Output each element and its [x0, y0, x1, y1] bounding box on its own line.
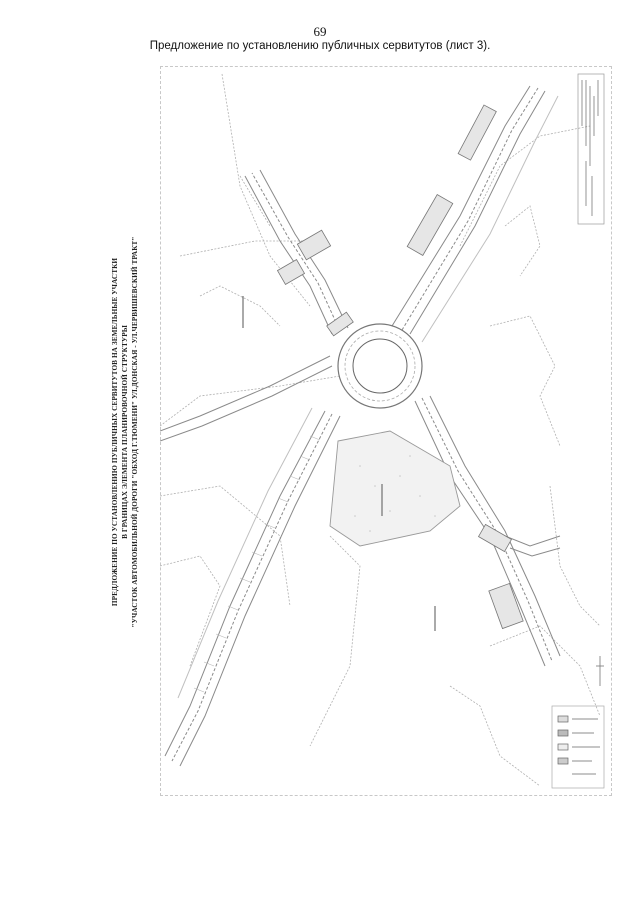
- building-block: [277, 260, 304, 285]
- parcel-outline: [200, 286, 280, 326]
- map-title: [110, 222, 150, 642]
- building-block: [407, 195, 453, 256]
- road-west-connector: [160, 366, 332, 441]
- road-west-connector: [160, 356, 330, 431]
- map-title-line-1: ПРЕДЛОЖЕНИЕ ПО УСТАНОВЛЕНИЮ ПУБЛИЧНЫХ СЕРВИТУТОВ НА ЗЕМЕЛЬНЫЕ УЧАСТКИ: [111, 257, 119, 607]
- legend-bottom: [552, 706, 604, 788]
- parcel-outline: [240, 176, 270, 226]
- parcel-outline: [490, 626, 600, 716]
- parcel-outline: [160, 556, 220, 666]
- parcel-outline: [180, 241, 310, 256]
- road-nw-edge: [252, 173, 340, 331]
- road-sw-edge: [172, 414, 332, 761]
- parcel-outline: [450, 686, 540, 786]
- roundabout-outer: [338, 324, 422, 408]
- parcel-outline: [160, 486, 290, 606]
- page-caption: Предложение по установлению публичных сервитутов (лист 3).: [149, 40, 491, 52]
- road-se-edge: [430, 396, 560, 656]
- roundabout-lane: [345, 331, 415, 401]
- building-block: [489, 583, 523, 628]
- parcel-outline: [550, 486, 600, 626]
- road-east-spur: [505, 536, 560, 546]
- road-sw-edge: [165, 411, 325, 756]
- parcel-outline: [505, 206, 540, 276]
- building-block: [458, 105, 496, 160]
- map-title-line-3: "УЧАСТОК АВТОМОБИЛЬНОЙ ДОРОГИ "ОБХОД Г.ТЮМЕНИ" УЛ.ДОНСКАЯ - УЛ.ЧЕРВИШЕВСКИЙ ТРАКТ": [131, 236, 139, 628]
- title-stamp-top: [578, 74, 604, 224]
- road-sw-edge: [180, 416, 340, 766]
- side-scale: [596, 656, 604, 686]
- traffic-island: [330, 431, 460, 546]
- building-block: [297, 230, 330, 260]
- page-number: 69: [313, 24, 327, 39]
- map-title-line-2: В ГРАНИЦАХ ЭЛЕМЕНТА ПЛАНИРОВОЧНОЙ СТРУКТУРЫ: [121, 325, 129, 539]
- servitude-plan-map: [160, 66, 610, 794]
- road-sw-edge: [178, 408, 312, 698]
- road-ne-edge: [402, 88, 538, 330]
- road-ne-edge: [392, 86, 530, 326]
- road-nw-edge: [245, 176, 332, 334]
- road-east-spur: [510, 548, 560, 556]
- parcel-outline: [310, 536, 360, 746]
- parcel-outline: [160, 376, 340, 426]
- parcel-outline: [490, 316, 560, 446]
- roundabout-island: [353, 339, 407, 393]
- building-block: [327, 312, 354, 336]
